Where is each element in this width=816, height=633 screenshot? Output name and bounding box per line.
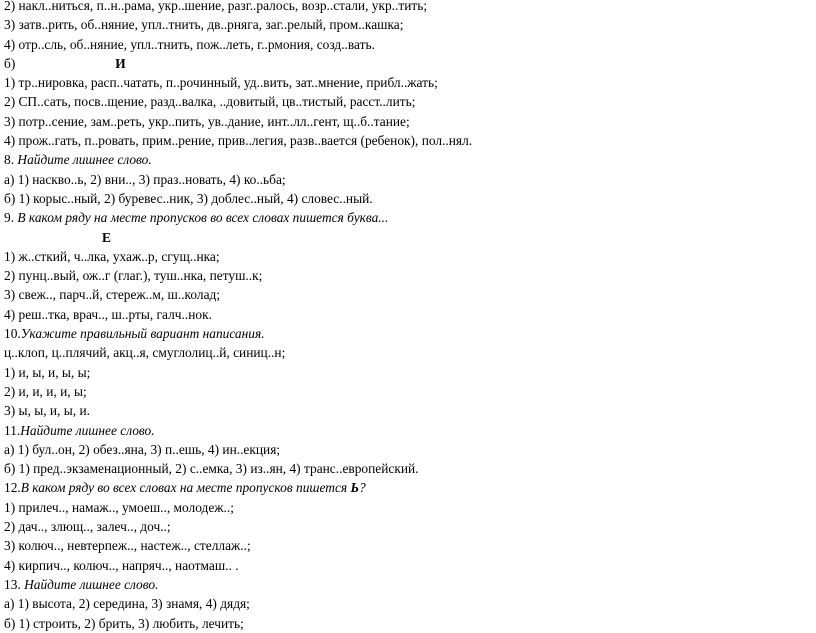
line-text: 2) СП..сать, посв..щение, разд..валка, ..довитый, цв..тистый, расст..лить; bbox=[4, 94, 416, 110]
variant-heading bbox=[4, 54, 812, 73]
line-text: а) 1) высота, 2) середина, 3) знамя, 4) дядя; bbox=[4, 596, 250, 612]
line-text: б) 1) корыс..ный, 2) буревес..ник, 3) доблес..ный, 4) словес..ный. bbox=[4, 190, 373, 206]
task-text-end: ? bbox=[359, 480, 366, 496]
text-line bbox=[4, 459, 812, 478]
highlighted-letter: Е bbox=[102, 229, 111, 245]
line-text: 3) ы, ы, и, ы, и. bbox=[4, 403, 90, 419]
task-number: 8. bbox=[4, 152, 15, 168]
text-line bbox=[4, 498, 812, 517]
highlighted-letter: Ь bbox=[350, 480, 359, 496]
text-line bbox=[4, 247, 812, 266]
line-text: 4) реш..тка, врач.., ш..рты, галч..нок. bbox=[4, 306, 212, 322]
text-line bbox=[4, 594, 812, 613]
line-text: б) 1) пред..экзаменационный, 2) с..емка, 3) из..ян, 4) транс..европейский. bbox=[4, 461, 419, 477]
text-line bbox=[4, 305, 812, 324]
text-line bbox=[4, 189, 812, 208]
line-text: 2) дач.., злющ.., залеч.., доч..; bbox=[4, 519, 171, 535]
task-heading bbox=[4, 575, 812, 594]
highlighted-letter: И bbox=[115, 55, 126, 71]
line-text: 1) тр..нировка, расп..чатать, п..рочинный, уд..вить, зат..мнение, прибл..жать; bbox=[4, 75, 438, 91]
line-text: а) 1) бул..он, 2) обез..яна, 3) п..ешь, 4) ин..екция; bbox=[4, 441, 281, 457]
text-line bbox=[4, 15, 812, 34]
task-text: В каком ряду на месте пропусков во всех словах пишется буква... bbox=[14, 210, 389, 226]
text-line bbox=[4, 0, 812, 15]
document-page bbox=[4, 0, 812, 633]
line-text: 3) колюч.., невтерпеж.., настеж.., стеллаж..; bbox=[4, 538, 251, 554]
text-line bbox=[4, 112, 812, 131]
text-line bbox=[4, 614, 812, 633]
task-text: Найдите лишнее слово. bbox=[20, 422, 155, 438]
text-line bbox=[4, 170, 812, 189]
line-text: 2) пунц..вый, ож..г (глаг.), туш..нка, петуш..к; bbox=[4, 268, 263, 284]
task-heading bbox=[4, 150, 812, 169]
task-text: Найдите лишнее слово. bbox=[20, 576, 159, 592]
text-line bbox=[4, 266, 812, 285]
text-line bbox=[4, 131, 812, 150]
line-text: 1) и, ы, и, ы, ы; bbox=[4, 364, 91, 380]
line-text: 3) затв..рить, об..няние, упл..тнить, дв..рняга, заг..релый, пром..кашка; bbox=[4, 17, 404, 33]
task-number: 9. bbox=[4, 210, 15, 226]
line-text: ц..клоп, ц..плячий, акц..я, смуглолиц..й, синиц..н; bbox=[4, 345, 286, 361]
line-text: 4) кирпич.., колюч.., напряч.., наотмаш.. . bbox=[4, 557, 239, 573]
line-text: 3) свеж.., парч..й, стереж..м, ш..колад; bbox=[4, 287, 221, 303]
text-line bbox=[4, 363, 812, 382]
text-line bbox=[4, 35, 812, 54]
task-number: 10. bbox=[4, 326, 21, 342]
text-line bbox=[4, 73, 812, 92]
text-line bbox=[4, 285, 812, 304]
text-line bbox=[4, 440, 812, 459]
text-line bbox=[4, 401, 812, 420]
line-text: 1) ж..сткий, ч..лка, ухаж..р, сгущ..нка; bbox=[4, 248, 220, 264]
line-text: 4) прож..гать, п..ровать, прим..рение, прив..легия, разв..вается (ребенок), пол..нял. bbox=[4, 133, 473, 149]
task-heading bbox=[4, 208, 812, 227]
task-heading bbox=[4, 478, 812, 497]
line-text: 2) и, и, и, и, ы; bbox=[4, 383, 87, 399]
text-line bbox=[4, 517, 812, 536]
line-text: 2) накл..ниться, п..н..рама, укр..шение, разг..ралось, возр..стали, укр..тить; bbox=[4, 0, 428, 13]
line-text: а) 1) наскво..ь, 2) вни.., 3) праз..новать, 4) ко..ьба; bbox=[4, 171, 286, 187]
text-line bbox=[4, 92, 812, 111]
line-text: б) 1) строить, 2) брить, 3) любить, лечить; bbox=[4, 615, 244, 631]
text-line bbox=[4, 343, 812, 362]
task-heading bbox=[4, 421, 812, 440]
line-text: 1) прилеч.., намаж.., умоеш.., молодеж..; bbox=[4, 499, 234, 515]
variant-label: б) bbox=[4, 55, 16, 71]
line-text: 4) отр..сль, об..няние, упл..тнить, пож..леть, г..рмония, созд..вать. bbox=[4, 36, 375, 52]
line-text: 3) потр..сение, зам..реть, укр..пить, ув..дание, инт..лл..гент, щ..б..тание; bbox=[4, 113, 410, 129]
text-line bbox=[4, 536, 812, 555]
task-text: Укажите правильный вариант написания. bbox=[20, 326, 265, 342]
text-line bbox=[4, 382, 812, 401]
task-number: 11. bbox=[4, 422, 21, 438]
task-text: Найдите лишнее слово. bbox=[14, 152, 152, 168]
task-heading bbox=[4, 324, 812, 343]
text-line bbox=[4, 556, 812, 575]
task-number: 13. bbox=[4, 576, 21, 592]
task-number: 12. bbox=[4, 480, 21, 496]
task-text: В каком ряду во всех словах на месте пропусков пишется bbox=[20, 480, 351, 496]
letter-heading bbox=[4, 228, 812, 247]
